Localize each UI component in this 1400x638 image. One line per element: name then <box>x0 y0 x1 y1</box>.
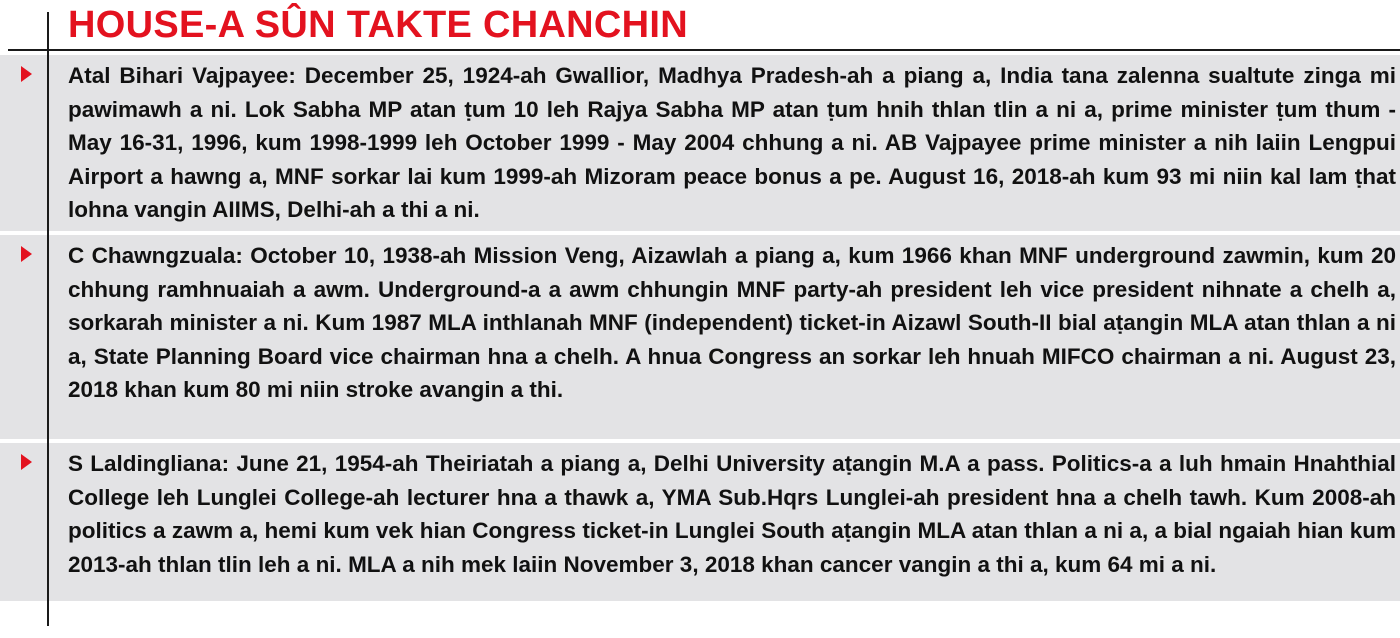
entry-text: Atal Bihari Vajpayee: December 25, 1924-ah Gwallior, Madhya Pradesh-ah a piang a, India tana zalenna sualtute zinga mi pawimawh a ni. Lok Sabha MP atan ṭum 10 leh Rajya Sabha MP atan ṭum hnih thlan tlin a ni a, prime minister ṭum thum - May 16-31, 1996, kum 1998-1999 leh October 1999 - May 2004 chhung a ni. AB Vajpayee prime minister a nih laiin Lengpui Airport a hawng a, MNF sorkar lai kum 1999-ah Mizoram peace bonus a pe. August 16, 2018-ah kum 93 mi niin kal lam ṭhat lohna vangin AIIMS, Delhi-ah a thi a ni. <box>68 63 1396 223</box>
red-triangle-bullet-icon <box>21 246 32 262</box>
top-divider <box>8 49 1400 51</box>
entry-text: S Laldingliana: June 21, 1954-ah Theiriatah a piang a, Delhi University aṭangin M.A a pass. Politics-a a luh hmain Hnahthial College leh Lunglei College-ah lecturer hna a thawk a, YMA Sub.Hqrs Lunglei-ah president hna a chelh tawh. Kum 2008-ah politics a zawm a, hemi kum vek hian Congress ticket-in Lunglei South aṭangin MLA atan thlan a ni a, a bial ngaiah hian kum 2013-ah thlan tlin leh a ni. MLA a nih mek laiin November 3, 2018 khan cancer vangin a thi a, kum 64 mi a ni. <box>68 451 1396 577</box>
entry-item <box>0 443 1400 601</box>
entry-text: C Chawngzuala: October 10, 1938-ah Mission Veng, Aizawlah a piang a, kum 1966 khan MNF underground zawmin, kum 20 chhung ramhnuaiah a awm. Underground-a a awm chhungin MNF party-ah president leh vice president nihnate a chelh a, sorkarah minister a ni. Kum 1987 MLA inthlanah MNF (independent) ticket-in Aizawl South-II bial aṭangin MLA atan thlan a ni a, State Planning Board vice chairman hna a chelh. A hnua Congress an sorkar leh hnuah MIFCO chairman a ni. August 23, 2018 khan kum 80 mi niin stroke avangin a thi. <box>68 243 1396 403</box>
left-vertical-divider <box>47 12 49 626</box>
entry-item <box>0 235 1400 439</box>
red-triangle-bullet-icon <box>21 66 32 82</box>
entry-item <box>0 55 1400 231</box>
red-triangle-bullet-icon <box>21 454 32 470</box>
panel-heading: HOUSE-A SÛN TAKTE CHANCHIN <box>68 4 689 46</box>
